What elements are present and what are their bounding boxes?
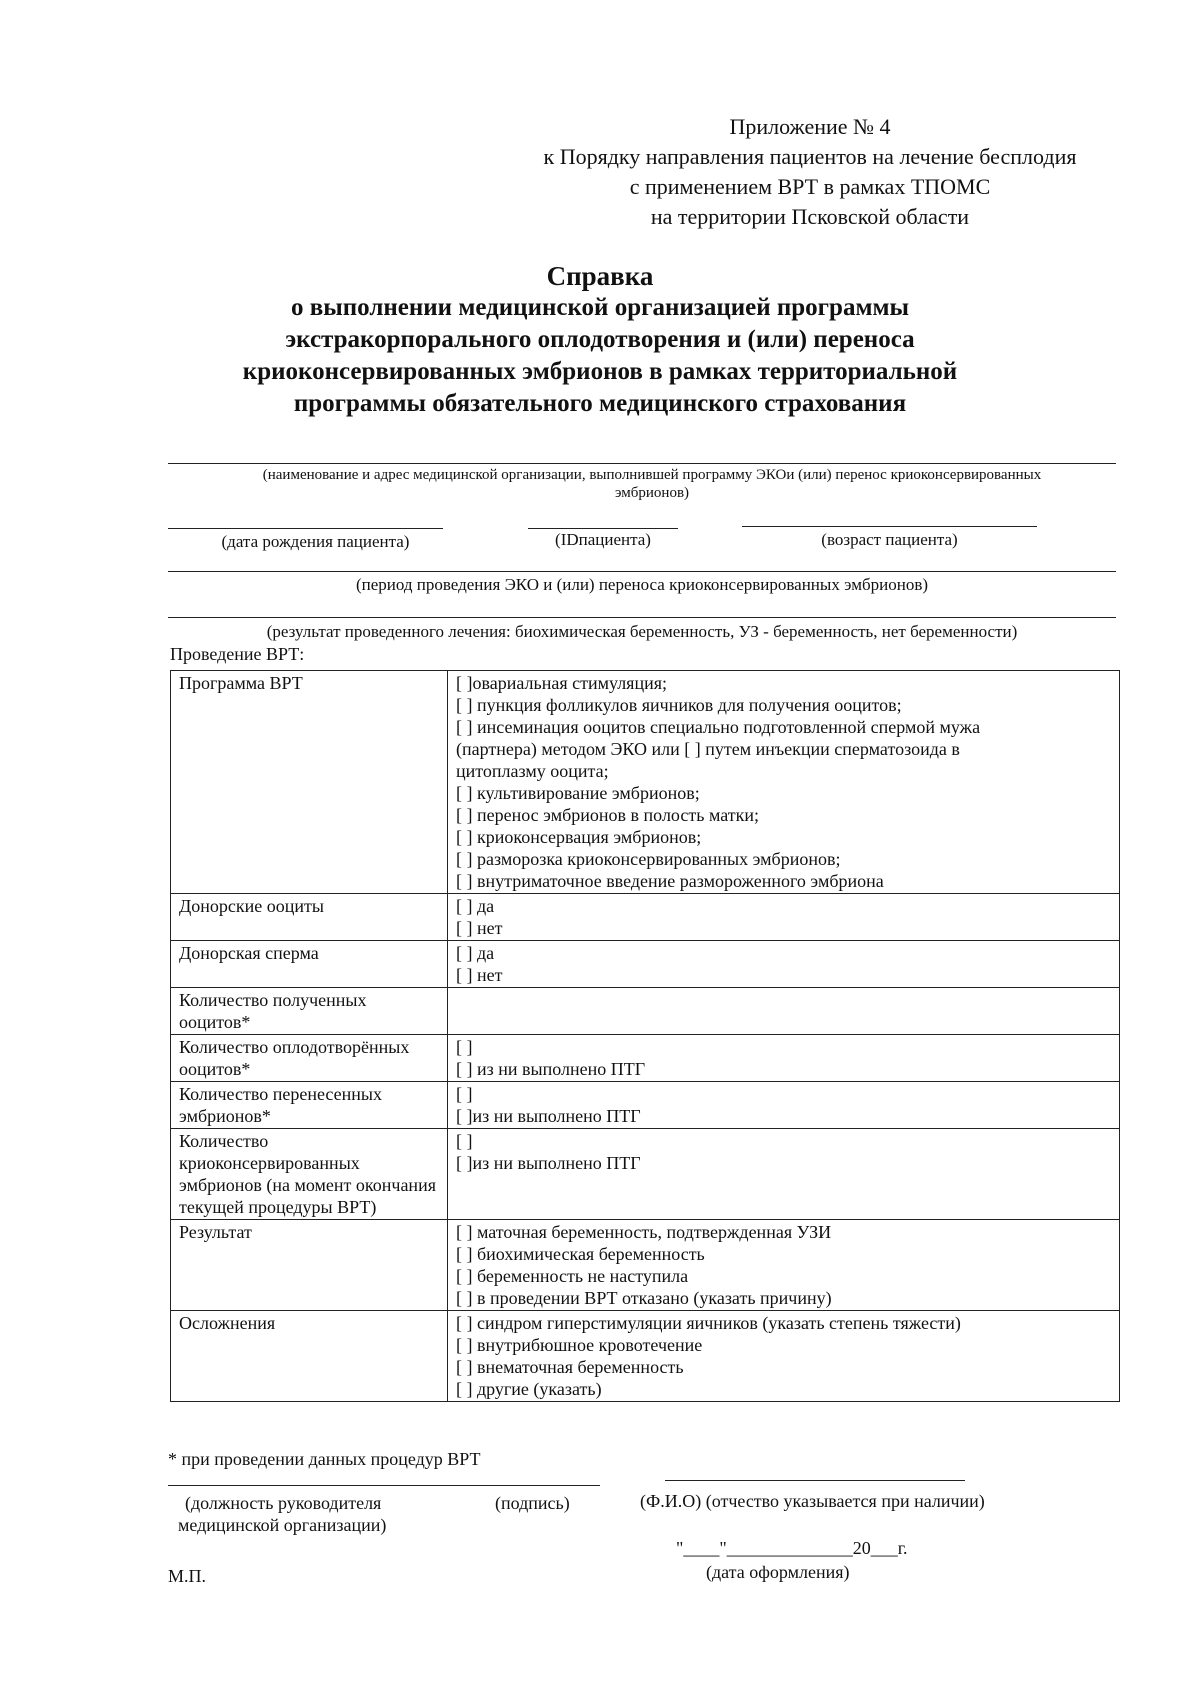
annex-header	[460, 112, 1160, 232]
option-text: цитоплазму ооцита;	[456, 761, 609, 781]
position-sign-field-line[interactable]	[168, 1485, 600, 1486]
row-value-field[interactable]	[448, 988, 1120, 1035]
option-checkbox[interactable]: [ ] биохимическая беременность	[456, 1244, 705, 1264]
row-options	[448, 1129, 1120, 1220]
title-line-4: программы обязательного медицинского страхования	[293, 390, 907, 417]
option-checkbox[interactable]: [ ] нет	[456, 965, 503, 985]
option-checkbox[interactable]: [ ]	[456, 1037, 473, 1057]
option-checkbox[interactable]: [ ] маточная беременность, подтвержденная УЗИ	[456, 1222, 832, 1242]
section-label: Проведение ВРТ:	[170, 644, 305, 664]
option-checkbox[interactable]: [ ] внематочная беременность	[456, 1357, 684, 1377]
position-caption-2: медицинской организации)	[178, 1515, 387, 1535]
patient-id-field-line[interactable]	[528, 528, 678, 529]
org-caption-2: эмбрионов)	[614, 485, 690, 501]
table-row	[171, 1220, 1120, 1311]
birth-date-caption: (дата рождения пациента)	[221, 532, 410, 551]
option-checkbox[interactable]: (партнера) методом ЭКО или [ ] путем инъекции сперматозоида в	[456, 739, 960, 759]
option-checkbox[interactable]: [ ] культивирование эмбрионов;	[456, 783, 700, 803]
annex-line-3: на территории Псковской области	[650, 204, 970, 229]
option-checkbox[interactable]: [ ] пункция фолликулов яичников для получения ооцитов;	[456, 695, 902, 715]
row-options	[448, 941, 1120, 988]
option-checkbox[interactable]: [ ]из ни выполнено ПТГ	[456, 1153, 641, 1173]
option-checkbox[interactable]: [ ] в проведении ВРТ отказано (указать причину)	[456, 1288, 832, 1308]
org-field-line[interactable]	[168, 463, 1116, 464]
stamp-label: М.П.	[168, 1566, 207, 1586]
title-line-2: экстракорпорального оплодотворения и (или) переноса	[285, 326, 915, 353]
row-options	[448, 1220, 1120, 1311]
period-field-line[interactable]	[168, 571, 1116, 572]
row-label: Количество перенесенных эмбрионов*	[171, 1082, 448, 1129]
row-label: Донорские ооциты	[171, 894, 448, 941]
row-options	[448, 1311, 1120, 1402]
row-label: Количество криоконсервированных эмбрионов (на момент окончания текущей процедуры ВРТ)	[171, 1129, 448, 1220]
option-checkbox[interactable]: [ ] внутрибюшное кровотечение	[456, 1335, 703, 1355]
table-row	[171, 894, 1120, 941]
option-checkbox[interactable]: [ ] да	[456, 943, 495, 963]
option-checkbox[interactable]: [ ] криоконсервация эмбрионов;	[456, 827, 702, 847]
position-caption-1: (должность руководителя	[185, 1493, 382, 1513]
option-checkbox[interactable]: [ ]	[456, 1131, 473, 1151]
row-label: Донорская сперма	[171, 941, 448, 988]
period-caption: (период проведения ЭКО и (или) переноса криоконсервированных эмбрионов)	[355, 575, 929, 594]
row-options	[448, 894, 1120, 941]
option-checkbox[interactable]: [ ] нет	[456, 918, 503, 938]
option-checkbox[interactable]: [ ] перенос эмбрионов в полость матки;	[456, 805, 759, 825]
table-row	[171, 1129, 1120, 1220]
option-checkbox[interactable]: [ ] да	[456, 896, 495, 916]
row-label: Результат	[171, 1220, 448, 1311]
result-caption: (результат проведенного лечения: биохимическая беременность, УЗ - беременность, нет беременности)	[266, 622, 1018, 641]
option-checkbox[interactable]: [ ]овариальная стимуляция;	[456, 673, 668, 693]
row-options	[448, 1082, 1120, 1129]
document-title	[180, 260, 1020, 420]
option-checkbox[interactable]: [ ]из ни выполнено ПТГ	[456, 1106, 641, 1126]
table-row	[171, 988, 1120, 1035]
table-row	[171, 1035, 1120, 1082]
org-caption-1: (наименование и адрес медицинской организации, выполнившей программу ЭКОи (или) перенос криоконсервированных	[262, 467, 1042, 483]
option-checkbox[interactable]: [ ] инсеминация ооцитов специально подготовленной спермой мужа	[456, 717, 981, 737]
art-procedure-table	[170, 670, 1120, 1402]
fio-caption: (Ф.И.О) (отчество указывается при наличии)	[640, 1491, 985, 1511]
age-field-line[interactable]	[742, 526, 1037, 527]
annex-line-2: с применением ВРТ в рамках ТПОМС	[629, 174, 991, 199]
title-line-1: о выполнении медицинской организацией программы	[290, 294, 910, 321]
patient-id-caption: (IDпациента)	[555, 530, 651, 549]
title-line-3: криоконсервированных эмбрионов в рамках территориальной	[242, 358, 958, 385]
row-label: Программа ВРТ	[171, 671, 448, 894]
table-row	[171, 671, 1120, 894]
date-caption: (дата оформления)	[706, 1562, 850, 1582]
option-checkbox[interactable]: [ ] разморозка криоконсервированных эмбрионов;	[456, 849, 841, 869]
option-checkbox[interactable]: [ ] внутриматочное введение размороженного эмбриона	[456, 871, 884, 891]
table-row	[171, 1311, 1120, 1402]
option-checkbox[interactable]: [ ]	[456, 1084, 473, 1104]
annex-line-1: к Порядку направления пациентов на лечение бесплодия	[543, 144, 1077, 169]
sign-caption: (подпись)	[495, 1493, 570, 1513]
row-label: Количество оплодотворённых ооцитов*	[171, 1035, 448, 1082]
table-row	[171, 1082, 1120, 1129]
date-field[interactable]: "____"______________20___г.	[676, 1538, 908, 1558]
age-caption: (возраст пациента)	[821, 530, 958, 549]
row-label: Осложнения	[171, 1311, 448, 1402]
fio-field-line[interactable]	[665, 1480, 965, 1481]
option-checkbox[interactable]: [ ] беременность не наступила	[456, 1266, 689, 1286]
table-row	[171, 941, 1120, 988]
option-checkbox[interactable]: [ ] другие (указать)	[456, 1379, 602, 1399]
annex-title: Приложение № 4	[729, 114, 891, 139]
title-main: Справка	[546, 261, 654, 291]
row-options	[448, 1035, 1120, 1082]
row-options	[448, 671, 1120, 894]
result-field-line[interactable]	[168, 617, 1116, 618]
footnote: * при проведении данных процедур ВРТ	[168, 1449, 481, 1469]
option-checkbox[interactable]: [ ] из ни выполнено ПТГ	[456, 1059, 646, 1079]
birth-date-field-line[interactable]	[168, 528, 443, 529]
row-label: Количество полученных ооцитов*	[171, 988, 448, 1035]
option-checkbox[interactable]: [ ] синдром гиперстимуляции яичников (указать степень тяжести)	[456, 1313, 961, 1333]
